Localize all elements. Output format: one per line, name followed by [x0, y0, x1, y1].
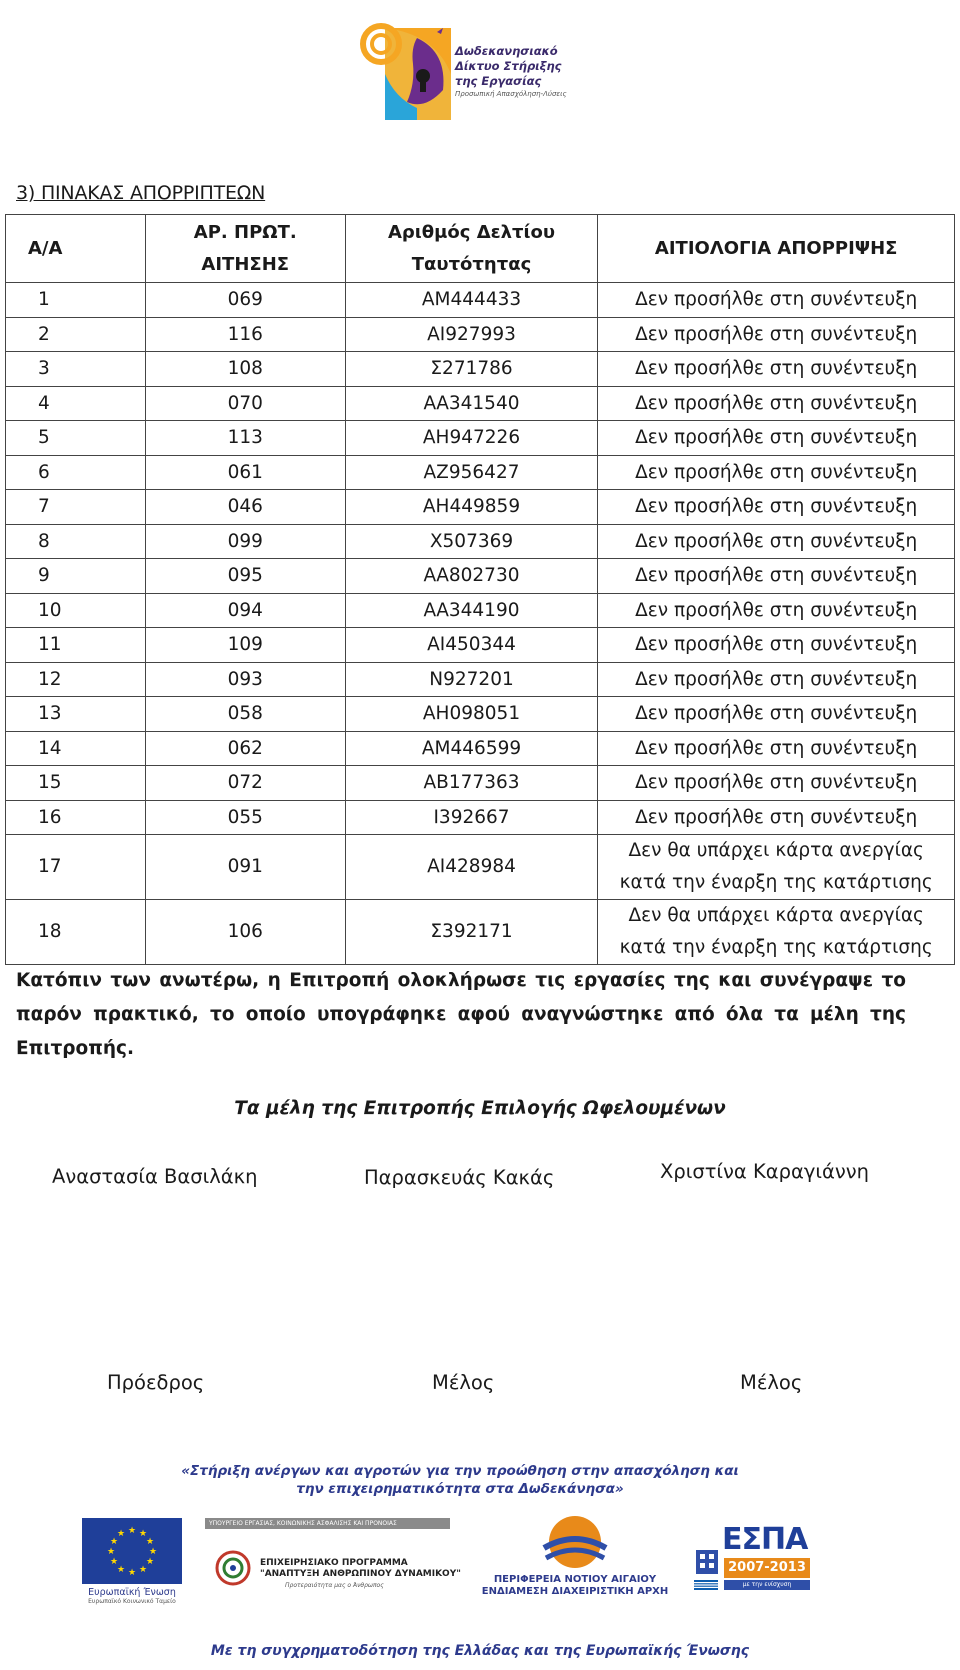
- cell-aa: 5: [6, 421, 146, 456]
- cell-id: ΑΑ344190: [345, 593, 598, 628]
- cell-reason: Δεν προσήλθε στη συνέντευξη: [598, 559, 955, 594]
- cell-aa: 10: [6, 593, 146, 628]
- cell-aa: 13: [6, 697, 146, 732]
- program-title: [260, 1558, 461, 1580]
- cell-reason: [598, 835, 955, 900]
- table-row: [6, 697, 955, 732]
- table-row: [6, 835, 955, 900]
- table-row: [6, 283, 955, 318]
- cell-reason: Δεν προσήλθε στη συνέντευξη: [598, 766, 955, 801]
- header-aa: Α/Α: [6, 215, 146, 283]
- cell-reason: Δεν προσήλθε στη συνέντευξη: [598, 524, 955, 559]
- table-row: [6, 662, 955, 697]
- cell-reason: Δεν προσήλθε στη συνέντευξη: [598, 593, 955, 628]
- table-row: [6, 455, 955, 490]
- epan-logo: [205, 1518, 461, 1618]
- cell-protocol: 062: [145, 731, 345, 766]
- header-id-line1: Αριθμός Δελτίου: [387, 221, 556, 243]
- org-tagline: Προσωπική Απασχόληση-Λύσεις: [455, 90, 567, 98]
- cell-reason: Δεν προσήλθε στη συνέντευξη: [598, 697, 955, 732]
- rejections-table: [5, 214, 955, 965]
- program-title-line2: "ΑΝΑΠΤΥΞΗ ΑΝΘΡΩΠΙΝΟΥ ΔΥΝΑΜΙΚΟΥ": [260, 1569, 461, 1579]
- cell-id: ΑΜ446599: [345, 731, 598, 766]
- svg-text:★: ★: [106, 1547, 116, 1557]
- table-row: [6, 559, 955, 594]
- cell-id: ΑΑ802730: [345, 559, 598, 594]
- svg-text:★: ★: [116, 1529, 126, 1539]
- section-title: 3) ΠΙΝΑΚΑΣ ΑΠΟΡΡΙΠΤΕΩΝ: [16, 182, 266, 204]
- eu-logo: [80, 1518, 184, 1605]
- program-tagline: Προτεραιότητα μας ο Άνθρωπος: [285, 1582, 384, 1589]
- svg-text:★: ★: [148, 1547, 158, 1557]
- program-emblem-icon: [213, 1548, 253, 1588]
- org-name-line1: Δωδεκανησιακό: [455, 44, 558, 58]
- cell-id: ΑΙ428984: [345, 835, 598, 900]
- ministry-bar: ΥΠΟΥΡΓΕΙΟ ΕΡΓΑΣΙΑΣ, ΚΟΙΝΩΝΙΚΗΣ ΑΣΦΑΛΙΣΗΣ ΚΑΙ ΠΡΟΝΟΙΑΣ: [205, 1518, 450, 1529]
- cell-protocol: 116: [145, 317, 345, 352]
- footer-slogan-line2: την επιχειρηματικότητα στα Δωδεκάνησα»: [296, 1481, 624, 1497]
- cell-id: ΑΗ947226: [345, 421, 598, 456]
- cell-reason-line1: Δεν θα υπάρχει κάρτα ανεργίας: [628, 840, 924, 861]
- cell-protocol: 072: [145, 766, 345, 801]
- svg-text:★: ★: [127, 1568, 137, 1578]
- org-name-line3: της Εργασίας: [455, 74, 542, 88]
- table-row: [6, 628, 955, 663]
- cell-aa: 4: [6, 386, 146, 421]
- region-line1: ΠΕΡΙΦΕΡΕΙΑ ΝΟΤΙΟΥ ΑΙΓΑΙΟΥ: [493, 1574, 657, 1585]
- cell-protocol: 093: [145, 662, 345, 697]
- cell-id: ΑΙ927993: [345, 317, 598, 352]
- svg-text:★: ★: [127, 1526, 137, 1536]
- cell-aa: 12: [6, 662, 146, 697]
- table-row: [6, 900, 955, 965]
- cell-aa: 17: [6, 835, 146, 900]
- cell-id: Ι392667: [345, 800, 598, 835]
- network-logo-icon: [355, 14, 455, 124]
- member-name-3: Χριστίνα Καραγιάννη: [660, 1160, 869, 1183]
- table-row: [6, 317, 955, 352]
- cell-reason: Δεν προσήλθε στη συνέντευξη: [598, 421, 955, 456]
- region-emblem-icon: [530, 1512, 620, 1574]
- cell-id: ΑΜ444433: [345, 283, 598, 318]
- cell-reason: Δεν προσήλθε στη συνέντευξη: [598, 317, 955, 352]
- cell-protocol: 095: [145, 559, 345, 594]
- cell-aa: 2: [6, 317, 146, 352]
- svg-text:★: ★: [116, 1565, 126, 1575]
- greek-flag-icon: [694, 1580, 718, 1590]
- footer-slogan: [160, 1462, 760, 1498]
- table-row: [6, 421, 955, 456]
- region-line2: ΕΝΔΙΑΜΕΣΗ ΔΙΑΧΕΙΡΙΣΤΙΚΗ ΑΡΧΗ: [481, 1586, 669, 1597]
- table-row: [6, 731, 955, 766]
- cell-reason: Δεν προσήλθε στη συνέντευξη: [598, 283, 955, 318]
- cell-id: Ν927201: [345, 662, 598, 697]
- table-row: [6, 766, 955, 801]
- header-id-line2: Ταυτότητας: [411, 253, 532, 275]
- cell-aa: 15: [6, 766, 146, 801]
- table-row: [6, 800, 955, 835]
- cell-protocol: 094: [145, 593, 345, 628]
- cell-aa: 8: [6, 524, 146, 559]
- cell-reason: Δεν προσήλθε στη συνέντευξη: [598, 800, 955, 835]
- cell-aa: 11: [6, 628, 146, 663]
- cell-reason-line1: Δεν θα υπάρχει κάρτα ανεργίας: [628, 905, 924, 926]
- cell-reason: Δεν προσήλθε στη συνέντευξη: [598, 628, 955, 663]
- svg-text:★: ★: [145, 1537, 155, 1547]
- header-protocol-line1: ΑΡ. ΠΡΩΤ.: [193, 221, 297, 243]
- table-row: [6, 490, 955, 525]
- cell-protocol: 099: [145, 524, 345, 559]
- table-header-row: [6, 215, 955, 283]
- cell-reason: [598, 900, 955, 965]
- cell-aa: 14: [6, 731, 146, 766]
- cell-aa: 7: [6, 490, 146, 525]
- cell-reason: Δεν προσήλθε στη συνέντευξη: [598, 662, 955, 697]
- cell-id: ΑΒ177363: [345, 766, 598, 801]
- eu-flag-icon: [82, 1518, 182, 1584]
- table-row: [6, 524, 955, 559]
- cell-id: ΑΖ956427: [345, 455, 598, 490]
- cell-aa: 6: [6, 455, 146, 490]
- cell-protocol: 055: [145, 800, 345, 835]
- cell-aa: 16: [6, 800, 146, 835]
- header-protocol: [145, 215, 345, 283]
- svg-text:★: ★: [145, 1557, 155, 1567]
- svg-text:★: ★: [138, 1529, 148, 1539]
- member-name-2: Παρασκευάς Κακάς: [364, 1166, 555, 1189]
- header-protocol-line2: ΑΙΤΗΣΗΣ: [201, 253, 290, 275]
- cell-id: ΑΑ341540: [345, 386, 598, 421]
- cell-protocol: 069: [145, 283, 345, 318]
- header-reason: ΑΙΤΙΟΛΟΓΙΑ ΑΠΟΡΡΙΨΗΣ: [598, 215, 955, 283]
- espa-title: ΕΣΠΑ: [722, 1522, 808, 1557]
- cell-reason-line2: κατά την έναρξη της κατάρτισης: [619, 937, 933, 958]
- org-name-line2: Δίκτυο Στήριξης: [455, 59, 562, 73]
- espa-years: 2007-2013: [724, 1558, 810, 1578]
- table-row: [6, 352, 955, 387]
- cell-aa: 3: [6, 352, 146, 387]
- espa-building-icon: [694, 1546, 720, 1576]
- cell-id: Σ392171: [345, 900, 598, 965]
- cell-aa: 1: [6, 283, 146, 318]
- cell-id: ΑΙ450344: [345, 628, 598, 663]
- cell-id: ΑΗ449859: [345, 490, 598, 525]
- cell-aa: 9: [6, 559, 146, 594]
- cell-reason: Δεν προσήλθε στη συνέντευξη: [598, 455, 955, 490]
- eu-fund-caption: Ευρωπαϊκό Κοινωνικό Ταμείο: [88, 1598, 176, 1605]
- header-id: [345, 215, 598, 283]
- table-row: [6, 593, 955, 628]
- svg-text:★: ★: [138, 1565, 148, 1575]
- svg-text:★: ★: [109, 1537, 119, 1547]
- member-role-3: Μέλος: [740, 1371, 803, 1394]
- cell-protocol: 109: [145, 628, 345, 663]
- espa-logo: [694, 1522, 814, 1618]
- cell-protocol: 091: [145, 835, 345, 900]
- table-row: [6, 386, 955, 421]
- member-role-1: Πρόεδρος: [107, 1371, 205, 1394]
- cell-reason-line2: κατά την έναρξη της κατάρτισης: [619, 872, 933, 893]
- cell-reason: Δεν προσήλθε στη συνέντευξη: [598, 386, 955, 421]
- espa-subtitle: με την ενίσχυση: [724, 1580, 810, 1590]
- region-logo: [470, 1512, 680, 1598]
- cell-protocol: 113: [145, 421, 345, 456]
- cell-protocol: 046: [145, 490, 345, 525]
- svg-text:★: ★: [109, 1557, 119, 1567]
- cell-protocol: 108: [145, 352, 345, 387]
- member-role-2: Μέλος: [432, 1371, 495, 1394]
- cell-protocol: 061: [145, 455, 345, 490]
- closing-paragraph: Κατόπιν των ανωτέρω, η Επιτροπή ολοκλήρωσε τις εργασίες της και συνέγραψε το παρόν πρακτικό, το οποίο υπογράφηκε αφού αναγνώστηκε από όλα τα μέλη της Επιτροπής.: [16, 970, 906, 1059]
- organization-logo: [355, 14, 585, 124]
- cell-reason: Δεν προσήλθε στη συνέντευξη: [598, 731, 955, 766]
- cell-id: Σ271786: [345, 352, 598, 387]
- cell-id: Χ507369: [345, 524, 598, 559]
- eu-caption: Ευρωπαϊκή Ένωση: [88, 1587, 176, 1598]
- cell-reason: Δεν προσήλθε στη συνέντευξη: [598, 490, 955, 525]
- member-name-1: Αναστασία Βασιλάκη: [52, 1165, 258, 1188]
- cell-protocol: 058: [145, 697, 345, 732]
- cell-reason: Δεν προσήλθε στη συνέντευξη: [598, 352, 955, 387]
- program-title-line1: ΕΠΙΧΕΙΡΗΣΙΑΚΟ ΠΡΟΓΡΑΜΜΑ: [260, 1558, 408, 1568]
- cofinance-text: Με τη συγχρηματοδότηση της Ελλάδας και της Ευρωπαϊκής Ένωσης: [210, 1643, 750, 1659]
- cell-protocol: 106: [145, 900, 345, 965]
- members-title: Τα μέλη της Επιτροπής Επιλογής Ωφελουμένων: [234, 1098, 726, 1119]
- cell-id: ΑΗ098051: [345, 697, 598, 732]
- cell-aa: 18: [6, 900, 146, 965]
- footer-slogan-line1: «Στήριξη ανέργων και αγροτών για την προώθηση στην απασχόληση και: [181, 1463, 739, 1479]
- cell-protocol: 070: [145, 386, 345, 421]
